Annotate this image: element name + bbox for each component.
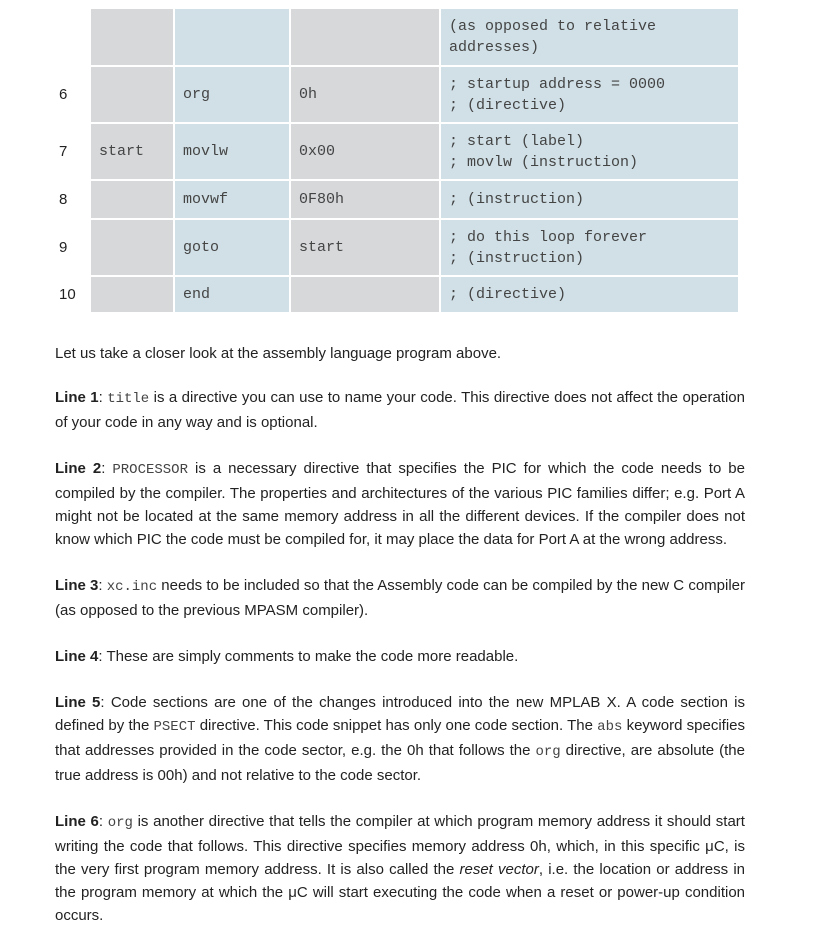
paragraph-text: , i.e. the location or address in the program memory at which the μC will start executing the code when a reset or power-up condition occurs. [55,861,745,924]
comment-cell [441,220,738,275]
comment-line: ; (directive) [449,96,567,114]
line3-paragraph: Line 3: xc.inc needs to be included so that the Assembly code can be compiled by the new C compiler (as opposed to the previous MPASM compiler). [55,577,745,619]
comment-line: (as opposed to relative [449,18,657,35]
table-row [53,67,738,122]
line-heading: Line 5 [55,694,101,711]
inline-code: abs [597,719,623,735]
comment-line: ; start (label) [449,132,585,150]
instruction-cell: movlw [175,124,289,179]
label-cell [91,277,173,312]
instruction-cell: movwf [175,181,289,218]
explanation-text [55,342,745,950]
line-number: 7 [53,124,89,179]
operand-cell: 0F80h [291,181,439,218]
paragraph-text: is a necessary directive that specifies the PIC for which the code needs to be compiled by the compiler. The properties and architectures of the various PIC families differ; e.g. Port A might not be located at the same memory address in all the different devices. If the compiler does not know which PIC the code must be compiled for, it may place the data for Port A at the wrong address. [55,460,745,548]
comment-cell [441,67,738,122]
inline-code: xc.inc [106,579,158,595]
comment-line: ; (directive) [449,286,567,303]
label-cell [91,67,173,122]
paragraph-text: Code sections are one of the changes introduced into the new MPLAB X. A code section is defined by the [55,694,745,734]
instruction-cell [175,9,289,65]
comment-line: ; startup address = 0000 [449,75,666,93]
comment-line: addresses) [449,39,540,56]
intro-paragraph: Let us take a closer look at the assembly language program above. [55,345,502,362]
line-heading: Line 6 [55,813,99,830]
line-number: 9 [53,220,89,275]
comment-line: ; do this loop forever [449,228,648,246]
operand-cell: 0x00 [291,124,439,179]
line-number: 6 [53,67,89,122]
code-listing-table [51,7,740,314]
paragraph-text: These are simply comments to make the code more readable. [106,648,519,665]
instruction-cell: goto [175,220,289,275]
table-row [53,124,738,179]
paragraph-text: is a directive you can use to name your code. This directive does not affect the operation of your code in any way and is optional. [55,389,745,431]
label-cell [91,220,173,275]
operand-cell [291,277,439,312]
line6-paragraph: Line 6: org is another directive that tells the compiler at which program memory address it should start writing the code that follows. This directive specifies memory address 0h, which, in this specific μC, is the very first program memory address. It is also called the reset vector, i.e. the location or address in the program memory at which the μC will start executing the code when a reset or power-up condition occurs. [55,813,745,924]
inline-code: PSECT [153,719,196,735]
table-row [53,9,738,65]
line2-paragraph: Line 2: PROCESSOR is a necessary directive that specifies the PIC for which the code needs to be compiled by the compiler. The properties and architectures of the various PIC families differ; e.g. Port A might not be located at the same memory address in all the different devices. If the compiler does not know which PIC the code must be compiled for, it may place the data for Port A at the wrong address. [55,460,745,548]
line-number [53,9,89,65]
instruction-cell: org [175,67,289,122]
paragraph-text: keyword specifies that addresses provided in the code sector, e.g. the 0h that follows the [55,717,745,759]
line-heading: Line 1 [55,389,99,406]
line4-paragraph: Line 4: These are simply comments to make the code more readable. [55,648,519,665]
paragraph-text: directive, are absolute (the true address is 00h) and not relative to the code sector. [55,742,745,784]
line5-paragraph: Line 5: Code sections are one of the changes introduced into the new MPLAB X. A code section is defined by the PSECT directive. This code snippet has only one code section. The abs keyword specifies that addresses provided in the code sector, e.g. the 0h that follows the org directive, are absolute (the true address is 00h) and not relative to the code sector. [55,694,745,784]
line-heading: Line 2 [55,460,102,477]
label-cell: start [91,124,173,179]
instruction-cell: end [175,277,289,312]
operand-cell [291,9,439,65]
comment-line: ; (instruction) [449,249,585,267]
paragraph-text: is another directive that tells the compiler at which program memory address it should start writing the code that follows. This directive specifies memory address 0h, which, in this specific μC, is the very first program memory address. It is also called the [55,813,745,878]
inline-code: org [107,815,133,831]
line-heading: Line 4 [55,648,99,665]
line-number: 10 [53,277,89,312]
paragraph-text: directive. This code snippet has only one code section. The [195,717,598,734]
operand-cell: 0h [291,67,439,122]
table-row [53,277,738,312]
inline-code: org [535,744,561,760]
inline-code: title [107,391,150,407]
comment-line: ; movlw (instruction) [449,153,639,171]
operand-cell: start [291,220,439,275]
line1-paragraph: Line 1: title is a directive you can use to name your code. This directive does not affect the operation of your code in any way and is optional. [55,389,745,431]
comment-line: ; (instruction) [449,191,585,208]
comment-cell [441,181,738,218]
comment-cell [441,124,738,179]
italic-term: reset vector [459,861,539,878]
inline-code: PROCESSOR [112,462,188,478]
label-cell [91,181,173,218]
table-row [53,220,738,275]
comment-cell [441,9,738,65]
line-heading: Line 3 [55,577,99,594]
line-number: 8 [53,181,89,218]
paragraph-text: needs to be included so that the Assembly code can be compiled by the new C compiler (as opposed to the previous MPASM compiler). [55,577,745,619]
table-row [53,181,738,218]
label-cell [91,9,173,65]
comment-cell [441,277,738,312]
